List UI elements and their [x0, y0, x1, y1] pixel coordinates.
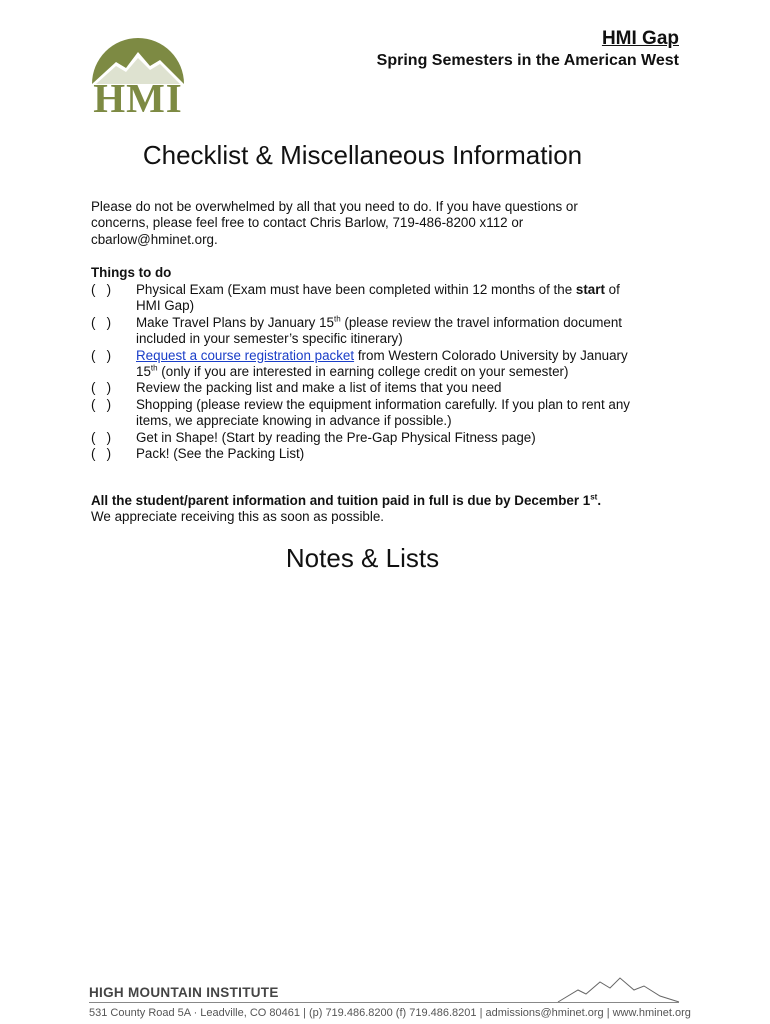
registration-packet-link[interactable]: Request a course registration packet	[136, 347, 355, 363]
list-item: ( ) Shopping (please review the equipment information carefully. If you plan to rent any items, we appreciate knowing in advance if possible.)	[91, 396, 631, 429]
list-item: ( ) Pack! (See the Packing List)	[91, 446, 305, 462]
list-item: ( ) Get in Shape! (Start by reading the Pre-Gap Physical Fitness page)	[91, 429, 536, 445]
appreciate-text: We appreciate receiving this as soon as possible.	[91, 509, 385, 525]
list-item: ( ) Physical Exam (Exam must have been completed within 12 months of the start of HMI Gap)	[91, 282, 620, 314]
checkbox[interactable]: ( )	[91, 282, 112, 297]
list-item: ( ) Review the packing list and make a list of items that you need	[91, 380, 502, 396]
hmi-logo-text: HMI	[93, 75, 183, 121]
checkbox[interactable]: ( )	[91, 314, 112, 330]
list-item: ( ) Make Travel Plans by January 15th (please review the travel information document included in your semester’s specific itinerary)	[91, 314, 622, 347]
footer-address: 531 County Road 5A · Leadville, CO 80461 | (p) 719.486.8200 (f) 719.486.8201 | admissions@hminet.org | www.hminet.org	[89, 1007, 691, 1019]
checkbox[interactable]: ( )	[91, 446, 112, 462]
list-item: ( ) Request a course registration packet from Western Colorado University by January 15th (only if you are interested in earning college credit on your semester)	[91, 347, 628, 380]
due-notice: All the student/parent information and tuition paid in full is due by December 1st. We appreciate receiving this as soon as possible.	[91, 492, 602, 525]
mountain-outline-icon	[556, 976, 681, 1004]
todo-list	[91, 282, 631, 462]
intro-paragraph: Please do not be overwhelmed by all that you need to do. If you have questions or concerns, please feel free to contact Chris Barlow, 719-486-8200 x112 or cbarlow@hminet.org.	[91, 199, 578, 247]
footer-divider	[89, 1002, 679, 1003]
header-title: HMI Gap	[601, 28, 679, 49]
checkbox[interactable]: ( )	[91, 347, 112, 363]
checkbox[interactable]: ( )	[91, 380, 112, 396]
checkbox[interactable]: ( )	[91, 429, 112, 445]
checkbox[interactable]: ( )	[91, 396, 112, 412]
notes-heading: Notes & Lists	[285, 543, 440, 573]
header-subtitle: Spring Semesters in the American West	[376, 52, 679, 69]
page-title: Checklist & Miscellaneous Information	[142, 140, 583, 170]
things-to-do-heading: Things to do	[91, 265, 172, 280]
footer-org-name: HIGH MOUNTAIN INSTITUTE	[89, 985, 279, 1000]
